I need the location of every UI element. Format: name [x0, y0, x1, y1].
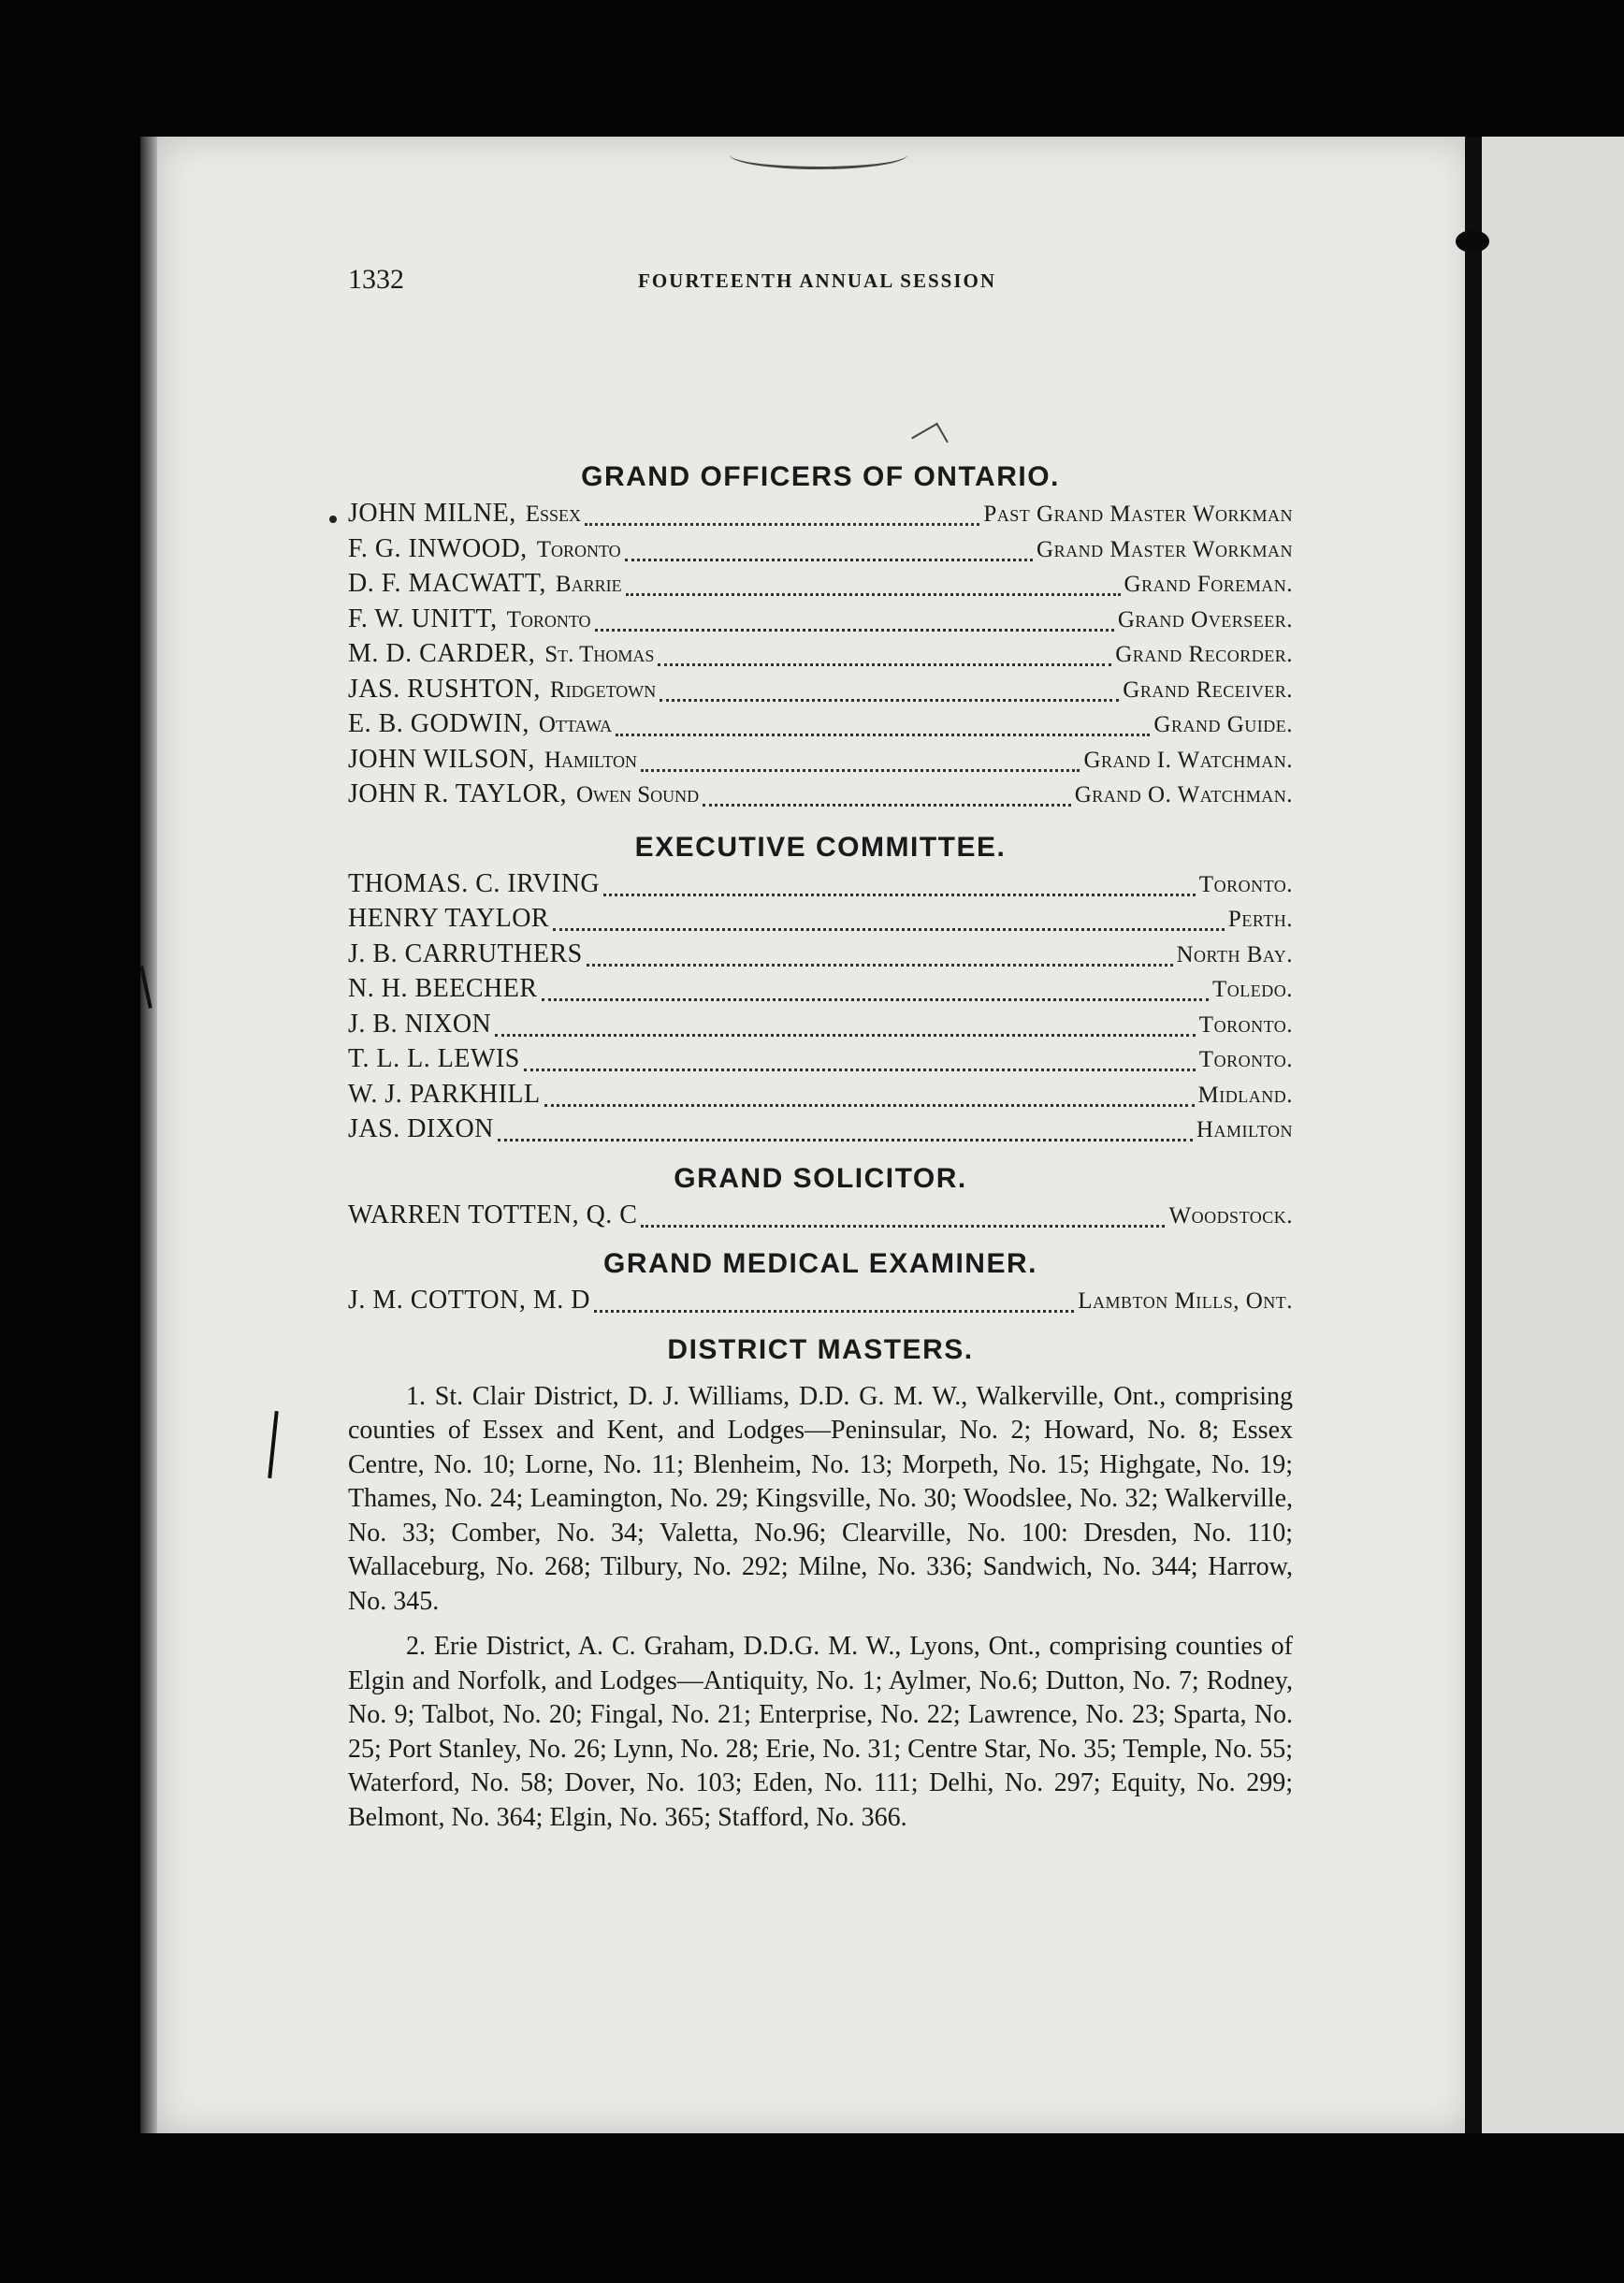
member-place: Toronto.: [1198, 871, 1293, 897]
member-name: JAS. DIXON: [348, 1114, 494, 1143]
officer-role: Grand O. Watchman.: [1074, 782, 1293, 807]
officer-place: Ridgetown: [549, 676, 657, 703]
officer-role: Grand Overseer.: [1117, 606, 1293, 633]
officer-place: Toronto: [506, 606, 591, 633]
officer-name: JAS. RUSHTON,: [348, 674, 541, 704]
officer-row: [348, 636, 1293, 672]
dot-leader: [660, 688, 1119, 702]
committee-row: [348, 1077, 1293, 1112]
solicitor-place: Woodstock.: [1168, 1202, 1293, 1229]
dot-leader: [553, 917, 1225, 931]
examiner-name: J. M. COTTON, M. D: [348, 1286, 590, 1315]
dot-leader: [524, 1057, 1196, 1071]
section-heading-district-masters: DISTRICT MASTERS.: [667, 1333, 974, 1365]
officer-role: Grand Foreman.: [1124, 572, 1293, 597]
dot-leader: [585, 512, 979, 526]
member-place: Toledo.: [1211, 977, 1293, 1002]
officer-place: Barrie: [555, 572, 622, 597]
officer-role: Grand I. Watchman.: [1083, 747, 1293, 773]
officer-name: D. F. MACWATT,: [348, 569, 546, 598]
member-place: Toronto.: [1198, 1011, 1293, 1038]
officer-row: [348, 496, 1293, 531]
solicitor-row: [348, 1198, 1293, 1233]
spacer: [348, 1619, 1293, 1630]
officer-place: St. Thomas: [544, 642, 655, 667]
dot-leader: [587, 952, 1173, 967]
page-number: 1332: [348, 264, 404, 295]
spacer: [348, 1147, 1293, 1160]
member-name: J. B. CARRUTHERS: [348, 938, 583, 968]
officer-row: [348, 742, 1293, 778]
member-place: Perth.: [1227, 907, 1293, 932]
member-name: N. H. BEECHER: [348, 974, 538, 1003]
page-content: [348, 458, 1293, 1835]
spacer: [348, 1318, 1293, 1331]
spacer: [348, 812, 1293, 829]
dot-leader: [542, 987, 1209, 1001]
member-place: Midland.: [1197, 1082, 1293, 1108]
dot-leader: [495, 1023, 1196, 1037]
solicitor-name: WARREN TOTTEN, Q. C: [348, 1200, 638, 1229]
dot-leader: [625, 547, 1033, 561]
binding-blot: [1456, 230, 1489, 253]
facing-page-edge: [1482, 137, 1624, 2133]
grand-officers-list: [348, 496, 1293, 812]
examiner-place: Lambton Mills, Ont.: [1078, 1288, 1293, 1314]
member-place: Hamilton: [1196, 1117, 1293, 1142]
officer-row: [348, 706, 1293, 742]
officer-place: Toronto: [536, 536, 621, 562]
top-tear-mark: [730, 140, 907, 169]
medical-examiner-row: [348, 1283, 1293, 1318]
officer-name: E. B. GODWIN,: [348, 709, 529, 738]
committee-row: [348, 1007, 1293, 1042]
running-title: FOURTEENTH ANNUAL SESSION: [638, 269, 997, 292]
section-heading-grand-officers: GRAND OFFICERS OF ONTARIO.: [581, 461, 1060, 492]
officer-role: Grand Receiver.: [1123, 676, 1293, 703]
dot-leader: [658, 652, 1111, 666]
officer-name: JOHN R. TAYLOR,: [348, 779, 567, 808]
committee-row: [348, 1112, 1293, 1147]
officer-name: F. W. UNITT,: [348, 603, 498, 633]
dot-leader: [616, 722, 1150, 736]
officer-role: Past Grand Master Workman: [983, 502, 1293, 527]
ink-dot: [329, 516, 337, 523]
member-name: T. L. L. LEWIS: [348, 1044, 520, 1073]
executive-committee-list: [348, 866, 1293, 1147]
member-place: North Bay.: [1176, 941, 1293, 967]
officer-row: [348, 531, 1293, 567]
member-name: HENRY TAYLOR: [348, 904, 550, 933]
officer-name: JOHN MILNE,: [348, 499, 516, 528]
running-header: [348, 264, 1293, 301]
dot-leader: [626, 582, 1121, 596]
member-place: Toronto.: [1198, 1047, 1293, 1072]
section-heading-medical-examiner: GRAND MEDICAL EXAMINER.: [603, 1248, 1037, 1279]
dot-leader: [603, 882, 1196, 896]
officer-row: [348, 566, 1293, 602]
spacer: [348, 1369, 1293, 1380]
dot-leader: [544, 1093, 1195, 1107]
dot-leader: [703, 793, 1071, 807]
officer-role: Grand Recorder.: [1115, 642, 1293, 667]
member-name: J. B. NIXON: [348, 1009, 492, 1039]
member-name: W. J. PARKHILL: [348, 1079, 541, 1109]
committee-row: [348, 971, 1293, 1007]
dot-leader: [641, 758, 1080, 772]
officer-name: JOHN WILSON,: [348, 744, 535, 774]
member-name: THOMAS. C. IRVING: [348, 868, 601, 898]
section-heading-grand-solicitor: GRAND SOLICITOR.: [674, 1162, 967, 1194]
officer-role: Grand Guide.: [1153, 712, 1293, 737]
officer-row: [348, 777, 1293, 812]
officer-place: Hamilton: [544, 747, 637, 773]
officer-row: [348, 602, 1293, 637]
committee-row: [348, 866, 1293, 902]
district-paragraph: 2. Erie District, A. C. Graham, D.D.G. M. W., Lyons, Ont., comprising counties of Elgin and Norfolk, and Lodges—Antiquity, No. 1; Aylmer, No.6; Dutton, No. 7; Rodney, No. 9; Talbot, No. 20; Fingal, No. 21; Enterprise, No. 22; Lawrence, No. 23; Sparta, No. 25; Port Stanley, No. 26; Lynn, No. 28; Erie, No. 31; Centre Star, No. 35; Temple, No. 55; Waterford, No. 58; Dover, No. 103; Eden, No. 111; Delhi, No. 297; Equity, No. 299; Belmont, No. 364; Elgin, No. 365; Stafford, No. 366.: [348, 1632, 1293, 1832]
officer-row: [348, 672, 1293, 707]
officer-place: Owen Sound: [575, 782, 700, 807]
officer-name: F. G. INWOOD,: [348, 533, 528, 563]
officer-place: Ottawa: [538, 712, 613, 737]
officer-name: M. D. CARDER,: [348, 639, 536, 668]
spacer: [348, 1232, 1293, 1245]
dot-leader: [594, 1299, 1074, 1313]
page-gutter: [1465, 137, 1482, 2133]
officer-place: Essex: [525, 502, 582, 527]
officer-role: Grand Master Workman: [1037, 536, 1293, 562]
dot-leader: [641, 1214, 1165, 1228]
committee-row: [348, 937, 1293, 972]
committee-row: [348, 901, 1293, 937]
committee-row: [348, 1041, 1293, 1077]
dot-leader: [498, 1127, 1193, 1142]
district-paragraph: 1. St. Clair District, D. J. Williams, D.D. G. M. W., Walkerville, Ont., comprising counties of Essex and Kent, and Lodges—Peninsular, No. 2; Howard, No. 8; Essex Centre, No. 10; Lorne, No. 11; Blenheim, No. 13; Morpeth, No. 15; Highgate, No. 19; Thames, No. 24; Leamington, No. 29; Kingsville, No. 30; Woodslee, No. 32; Walkerville, No. 33; Comber, No. 34; Valetta, No.96; Clearville, No. 100: Dresden, No. 110; Wallaceburg, No. 268; Tilbury, No. 292; Milne, No. 336; Sandwich, No. 344; Harrow, No. 345.: [348, 1381, 1293, 1616]
section-heading-executive-committee: EXECUTIVE COMMITTEE.: [634, 831, 1007, 863]
dot-leader: [595, 618, 1114, 632]
